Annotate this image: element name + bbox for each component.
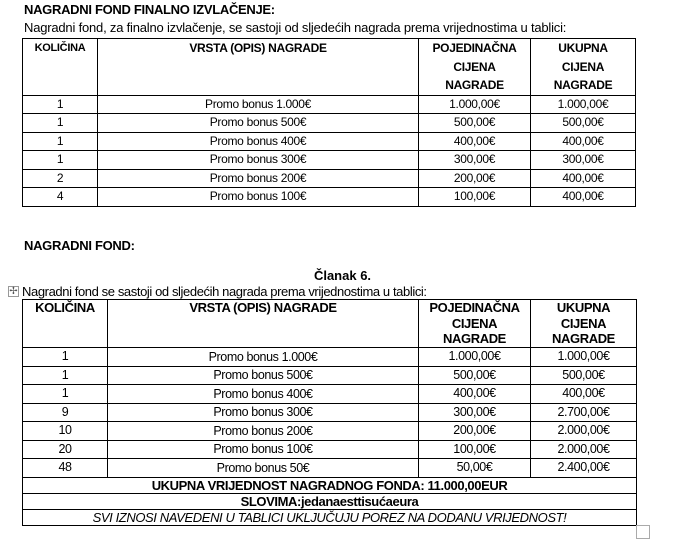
cell-qty: 1 <box>23 348 108 367</box>
table-row <box>23 95 636 114</box>
table-row <box>23 459 637 478</box>
table-row <box>23 348 637 367</box>
cell-unit: 300,00€ <box>419 403 531 422</box>
header-total <box>531 39 636 96</box>
header-total <box>531 300 637 348</box>
section1-heading: NAGRADNI FOND FINALNO IZVLAČENJE: <box>24 2 275 17</box>
section2-intro: Nagradni fond se sastoji od sljedećih nagrada prema vrijednostima u tablici: <box>22 284 427 299</box>
header-unit <box>419 39 531 96</box>
cell-desc: Promo bonus 200€ <box>108 422 419 441</box>
cell-desc: Promo bonus 500€ <box>108 366 419 385</box>
cell-qty: 1 <box>23 151 98 170</box>
table-row <box>23 188 636 207</box>
cell-desc: Promo bonus 1.000€ <box>108 348 419 367</box>
vat-note: SVI IZNOSI NAVEDENI U TABLICI UKLJUČUJU POREZ NA DODANU VRIJEDNOST! <box>23 509 637 525</box>
cell-qty: 9 <box>23 403 108 422</box>
header-unit-line: CIJENA <box>453 59 496 74</box>
cell-unit: 1.000,00€ <box>419 95 531 114</box>
cell-total: 400,00€ <box>531 169 636 188</box>
header-unit-line: NAGRADE <box>445 78 504 92</box>
cell-desc: Promo bonus 500€ <box>98 114 419 133</box>
header-unit-line: CIJENA <box>451 315 498 331</box>
table-row <box>23 440 637 459</box>
cell-unit: 400,00€ <box>419 385 531 404</box>
total-value: UKUPNA VRIJEDNOST NAGRADNOG FONDA: 11.000,00EUR <box>23 477 637 493</box>
header-qty: KOLIČINA <box>23 39 98 96</box>
cell-unit: 100,00€ <box>419 440 531 459</box>
header-total-line: UKUPNA <box>556 300 611 315</box>
cell-qty: 1 <box>23 114 98 133</box>
cell-unit: 200,00€ <box>419 169 531 188</box>
cell-qty: 1 <box>23 95 98 114</box>
table-header-row <box>23 39 636 96</box>
cell-qty: 1 <box>23 385 108 404</box>
header-total-line: NAGRADE <box>552 331 615 346</box>
header-qty: KOLIČINA <box>23 300 108 348</box>
cell-unit: 50,00€ <box>419 459 531 478</box>
header-unit-line: POJEDINAČNA <box>432 41 517 55</box>
cell-total: 1.000,00€ <box>531 348 637 367</box>
cell-total: 400,00€ <box>531 385 637 404</box>
empty-checkbox-icon <box>636 525 650 539</box>
article-title: Članak 6. <box>313 268 372 283</box>
cell-desc: Promo bonus 300€ <box>108 403 419 422</box>
cell-unit: 100,00€ <box>419 188 531 207</box>
cell-qty: 1 <box>23 366 108 385</box>
header-unit-line: POJEDINAČNA <box>429 300 520 315</box>
cell-total: 1.000,00€ <box>531 95 636 114</box>
header-unit-line: NAGRADE <box>443 331 506 346</box>
cell-unit: 300,00€ <box>419 151 531 170</box>
header-desc: VRSTA (OPIS) NAGRADE <box>98 39 419 96</box>
cell-desc: Promo bonus 50€ <box>108 459 419 478</box>
cell-unit: 200,00€ <box>419 422 531 441</box>
table-row <box>23 385 637 404</box>
cell-total: 500,00€ <box>531 366 637 385</box>
table-row <box>23 114 636 133</box>
header-total-line: UKUPNA <box>558 41 608 55</box>
cell-desc: Promo bonus 100€ <box>108 440 419 459</box>
cell-total: 300,00€ <box>531 151 636 170</box>
cell-qty: 2 <box>23 169 98 188</box>
cell-desc: Promo bonus 400€ <box>98 132 419 151</box>
header-desc: VRSTA (OPIS) NAGRADE <box>108 300 419 348</box>
cell-unit: 500,00€ <box>419 114 531 133</box>
final-draw-prize-table <box>22 38 636 207</box>
header-total-line: CIJENA <box>560 315 607 331</box>
cell-total: 2.000,00€ <box>531 422 637 441</box>
section1-intro: Nagradni fond, za finalno izvlačenje, se sastoji od sljedećih nagrada prema vrijednostima u tablici: <box>24 20 567 35</box>
move-handle-icon[interactable]: ✢ <box>9 286 18 297</box>
header-total-line: NAGRADE <box>553 78 613 92</box>
table-row <box>23 132 636 151</box>
table-row <box>23 151 636 170</box>
cell-total: 400,00€ <box>531 132 636 151</box>
cell-desc: Promo bonus 200€ <box>98 169 419 188</box>
cell-total: 2.700,00€ <box>531 403 637 422</box>
note-row <box>23 509 637 525</box>
prize-fund-table <box>22 299 637 526</box>
cell-desc: Promo bonus 400€ <box>108 385 419 404</box>
words-row <box>23 493 637 509</box>
cell-total: 400,00€ <box>531 188 636 207</box>
cell-unit: 1.000,00€ <box>419 348 531 367</box>
table-row <box>23 422 637 441</box>
cell-qty: 4 <box>23 188 98 207</box>
section2-heading: NAGRADNI FOND: <box>24 238 135 253</box>
cell-total: 2.400,00€ <box>531 459 637 478</box>
table-header-row <box>23 300 637 348</box>
cell-unit: 500,00€ <box>419 366 531 385</box>
cell-unit: 400,00€ <box>419 132 531 151</box>
cell-qty: 20 <box>23 440 108 459</box>
header-unit <box>419 300 531 348</box>
cell-desc: Promo bonus 1.000€ <box>98 95 419 114</box>
cell-desc: Promo bonus 100€ <box>98 188 419 207</box>
total-in-words: SLOVIMA:jedanaesttisućaeura <box>23 493 637 509</box>
table-row <box>23 169 636 188</box>
cell-qty: 1 <box>23 132 98 151</box>
total-row <box>23 477 637 493</box>
table-row <box>23 366 637 385</box>
cell-qty: 48 <box>23 459 108 478</box>
table-row <box>23 403 637 422</box>
cell-qty: 10 <box>23 422 108 441</box>
cell-desc: Promo bonus 300€ <box>98 151 419 170</box>
cell-total: 500,00€ <box>531 114 636 133</box>
header-total-line: CIJENA <box>561 59 605 74</box>
cell-total: 2.000,00€ <box>531 440 637 459</box>
